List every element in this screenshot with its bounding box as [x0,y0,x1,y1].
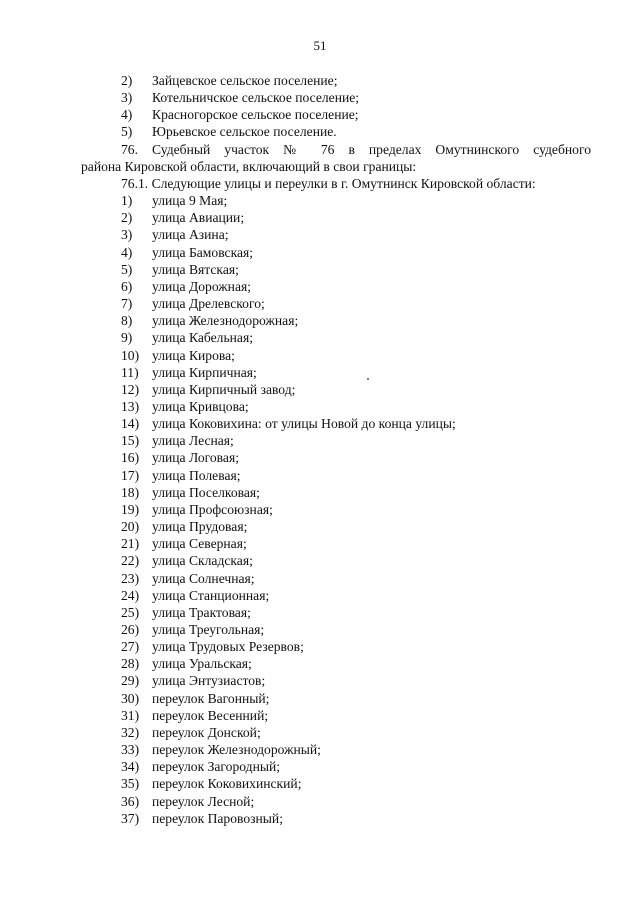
street-item-text: улица Кирпичный завод; [152,381,296,397]
street-item [81,535,591,552]
street-item-number: 6) [121,278,133,294]
street-item-text: улица Авиации; [152,210,245,226]
street-item-text: улица Азина; [152,227,229,243]
street-item [81,655,591,672]
settlement-item-text: Котельничское сельское поселение; [152,90,360,106]
street-item-number: 7) [121,296,133,312]
street-item-number: 12) [121,381,140,397]
settlement-item-text: Зайцевское сельское поселение; [152,73,338,88]
street-item-number: 4) [121,244,133,260]
section-76-heading: 76. Судебный участок № 76 в пределах Омутнинского судебного [121,141,591,157]
settlements-list [81,72,591,141]
document-body [81,72,591,827]
street-item-number: 16) [121,450,140,466]
settlement-item-number: 3) [121,90,133,106]
street-item [81,587,591,604]
street-item-number: 23) [121,570,140,586]
street-item [81,518,591,535]
street-item-number: 35) [121,776,140,792]
street-item [81,278,591,295]
street-item-number: 18) [121,484,140,500]
street-item-text: переулок Железнодорожный; [152,742,321,758]
street-item-text: улица Коковихина: от улицы Новой до конца улицы; [152,416,456,432]
street-item [81,449,591,466]
street-item-number: 34) [121,759,140,775]
street-item-number: 33) [121,742,140,758]
street-item-text: переулок Загородный; [152,759,281,775]
settlement-item [81,106,591,123]
street-item-text: улица Кривцова; [152,398,249,414]
street-item-text: улица Трудовых Резервов; [152,639,304,655]
street-item-text: переулок Паровозный; [152,810,283,826]
street-item [81,364,591,381]
street-item-text: переулок Коковихинский; [152,776,302,792]
street-item-text: переулок Лесной; [152,793,255,809]
street-item-text: улица Солнечная; [152,570,255,586]
street-item [81,347,591,364]
street-item-number: 20) [121,519,140,535]
street-item-text: улица Логовая; [152,450,239,466]
street-item-number: 2) [121,210,133,226]
street-item [81,758,591,775]
street-item-text: улица Кирова; [152,347,235,363]
section-76-heading-continuation: района Кировской области, включающий в свои границы: [81,158,417,174]
settlement-item-text: Юрьевское сельское поселение. [152,124,337,140]
settlement-item [81,72,591,89]
street-item-number: 22) [121,553,140,569]
street-item [81,775,591,792]
street-item [81,604,591,621]
street-item-text: переулок Весенний; [152,707,269,723]
street-item-text: улица Полевая; [152,467,241,483]
street-item-text: улица Поселковая; [152,484,260,500]
street-item [81,484,591,501]
street-item [81,381,591,398]
street-item-text: улица Энтузиастов; [152,673,266,689]
street-item-number: 27) [121,639,140,655]
street-item-number: 26) [121,622,140,637]
street-item [81,192,591,209]
street-item-number: 10) [121,347,140,363]
street-item [81,741,591,758]
street-item-number: 19) [121,501,140,517]
street-item-text: улица Треугольная; [152,622,265,637]
settlement-item [81,123,591,140]
street-item-text: улица Бамовская; [152,244,254,260]
street-item-number: 8) [121,313,133,329]
settlement-item [81,89,591,106]
street-item-text: улица Дрелевского; [152,296,265,312]
street-item-text: переулок Донской; [152,724,261,740]
street-item-text: улица Лесная; [152,433,234,449]
street-item [81,724,591,741]
street-item-number: 13) [121,398,140,414]
street-item [81,690,591,707]
street-item-number: 14) [121,416,140,432]
scan-speck [367,378,369,380]
street-item-text: улица Трактовая; [152,604,251,620]
street-item [81,793,591,810]
street-item-number: 28) [121,656,140,672]
street-item-number: 31) [121,707,140,723]
street-item-text: улица Дорожная; [152,278,252,294]
street-item [81,432,591,449]
street-item-number: 32) [121,724,140,740]
street-item-number: 11) [121,364,139,380]
street-item-text: улица Прудовая; [152,519,248,535]
street-item [81,621,591,638]
street-item [81,244,591,261]
street-item-number: 29) [121,673,140,689]
page-number: 51 [313,38,327,53]
street-item [81,226,591,243]
street-item [81,707,591,724]
street-item-text: улица Уральская; [152,656,252,672]
street-item-text: улица Складская; [152,553,253,569]
street-item-text: улица Кирпичная; [152,364,257,380]
street-item [81,312,591,329]
subsection-76-1-heading: 76.1. Следующие улицы и переулки в г. Омутнинск Кировской области: [121,175,536,191]
street-item [81,570,591,587]
street-item-number: 17) [121,467,140,483]
street-item-text: улица Станционная; [152,587,270,603]
street-item [81,501,591,518]
street-item-text: улица Вятская; [152,261,239,277]
street-item-text: улица Профсоюзная; [152,501,273,517]
street-item [81,329,591,346]
settlement-item-text: Красногорское сельское поселение; [152,107,359,123]
street-item [81,672,591,689]
street-item-text: переулок Вагонный; [152,690,270,706]
street-item-text: улица 9 Мая; [152,193,228,209]
street-item-number: 37) [121,810,140,826]
street-item-number: 9) [121,330,133,346]
street-item-text: улица Железнодорожная; [152,313,299,329]
street-item [81,810,591,827]
settlement-item-number: 2) [121,73,133,88]
settlement-item-number: 4) [121,107,133,123]
street-item [81,638,591,655]
street-item [81,415,591,432]
street-item-number: 25) [121,604,140,620]
street-item [81,552,591,569]
street-item-number: 15) [121,433,140,449]
street-item-number: 24) [121,587,140,603]
street-item-number: 3) [121,227,133,243]
street-item [81,261,591,278]
street-item-number: 36) [121,793,140,809]
settlement-item-number: 5) [121,124,133,140]
street-item-number: 1) [121,193,133,209]
street-item-number: 5) [121,261,133,277]
street-item-text: улица Кабельная; [152,330,253,346]
street-item [81,209,591,226]
street-item-number: 30) [121,690,140,706]
street-item-number: 21) [121,536,140,552]
street-item [81,295,591,312]
street-item [81,467,591,484]
street-item [81,398,591,415]
street-item-text: улица Северная; [152,536,247,552]
streets-list [81,192,591,827]
